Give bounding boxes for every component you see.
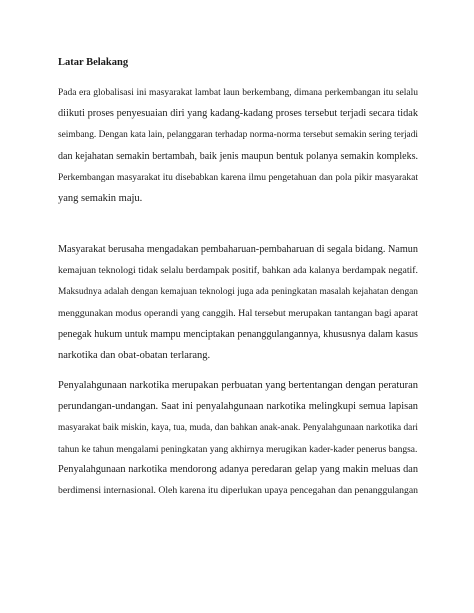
paragraph-2	[58, 243, 418, 363]
paragraph-line: masyarakat baik miskin, kaya, tua, muda, dan bahkan anak-anak. Penyalahgunaan narkotika dari	[58, 423, 418, 434]
paragraph-line: narkotika dan obat-obatan terlarang.	[58, 349, 211, 361]
paragraph-line: menggunakan modus operandi yang canggih. Hal tersebut merupakan tantangan bagi aparat	[58, 307, 418, 319]
paragraph-line: kemajuan teknologi tidak selalu berdampak positif, bahkan ada kalanya berdampak negatif.	[58, 265, 418, 277]
paragraph-line: penegak hukum untuk mampu menciptakan penanggulangannya, khususnya dalam kasus	[58, 328, 418, 340]
paragraph-line: Penyalahgunaan narkotika mendorong adanya peredaran gelap yang makin meluas dan	[58, 464, 418, 475]
section-heading: Latar Belakang	[58, 57, 129, 68]
paragraph-line: diikuti proses penyesuaian diri yang kadang-kadang proses tersebut terjadi secara tidak	[58, 108, 418, 120]
paragraph-line: perundangan-undangan. Saat ini penyalahgunaan narkotika melingkupi semua lapisan	[58, 401, 418, 413]
paragraph-line: Pada era globalisasi ini masyarakat lambat laun berkembang, dimana perkembangan itu selalu	[58, 88, 418, 98]
paragraph-line: seimbang. Dengan kata lain, pelanggaran terhadap norma-norma tersebut semakin sering terjadi	[58, 130, 418, 141]
paragraph-line: Perkembangan masyarakat itu disebabkan karena ilmu pengetahuan dan pola pikir masyarakat	[58, 172, 418, 183]
paragraph-line: berdimensi internasional. Oleh karena itu diperlukan upaya pencegahan dan penanggulangan	[58, 485, 418, 497]
paragraph-line: Penyalahgunaan narkotika merupakan perbuatan yang bertentangan dengan peraturan	[58, 380, 418, 391]
paragraph-3	[58, 379, 418, 457]
paragraph-1	[58, 86, 418, 206]
paragraph-4	[58, 463, 418, 498]
paragraph-line: Maksudnya adalah dengan kemajuan teknologi juga ada peningkatan masalah kejahatan dengan	[58, 287, 418, 298]
paragraph-line: yang semakin maju.	[58, 192, 143, 204]
paragraph-line: tahun ke tahun mengalami peningkatan yang akhirnya merugikan kader-kader penerus bangsa.	[58, 444, 418, 455]
paragraph-line: Masyarakat berusaha mengadakan pembaharuan-pembaharuan di segala bidang. Namun	[58, 244, 418, 255]
paragraph-line: dan kejahatan semakin bertambah, baik jenis maupun bentuk polanya semakin kompleks.	[58, 150, 418, 162]
